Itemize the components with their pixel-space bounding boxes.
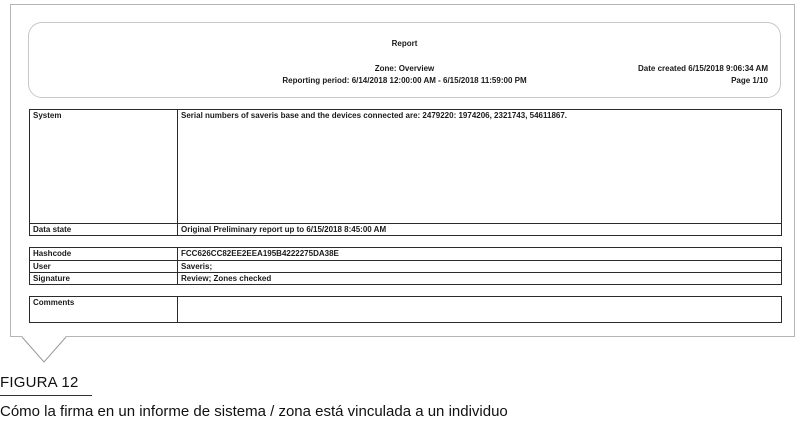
report-title: Report: [391, 39, 418, 48]
signature-label: Signature: [30, 273, 178, 284]
signature-table: [29, 247, 782, 285]
data-state-label: Data state: [30, 224, 178, 235]
figure-label: FIGURA 12: [0, 374, 79, 391]
hashcode-value: FCC626CC82EE2EEA195B4222275DA38E: [181, 249, 339, 258]
user-value: Saveris;: [181, 262, 213, 271]
reporting-period: Reporting period: 6/14/2018 12:00:00 AM - 6/15/2018 11:59:00 PM: [282, 76, 527, 85]
report-preview-frame: [10, 4, 795, 337]
system-label: System: [30, 110, 178, 223]
system-value: Serial numbers of saveris base and the devices connected are: 2479220: 1974206, 2321743, 54611867.: [181, 111, 568, 120]
table-row: [30, 260, 781, 272]
comments-label: Comments: [30, 297, 178, 322]
page-number: Page 1/10: [731, 76, 768, 85]
table-row: [30, 248, 781, 260]
comments-value: [178, 297, 781, 322]
data-state-value: Original Preliminary report up to 6/15/2018 8:45:00 AM: [181, 225, 387, 234]
hashcode-label: Hashcode: [30, 248, 178, 260]
table-row: [30, 110, 781, 223]
callout-pointer: [18, 336, 78, 366]
zone-label: Zone: Overview: [374, 64, 435, 73]
system-table: [29, 109, 782, 236]
figure-caption: Cómo la firma en un informe de sistema / zona está vinculada a un individuo: [0, 403, 508, 420]
user-label: User: [30, 261, 178, 272]
table-row: [30, 223, 781, 235]
date-created: Date created 6/15/2018 9:06:34 AM: [638, 64, 768, 73]
report-header: [28, 22, 781, 98]
comments-table: [29, 296, 782, 323]
table-row: [30, 272, 781, 284]
figure-label-underline: [0, 395, 92, 396]
signature-value: Review; Zones checked: [181, 274, 272, 283]
table-row: [30, 297, 781, 322]
